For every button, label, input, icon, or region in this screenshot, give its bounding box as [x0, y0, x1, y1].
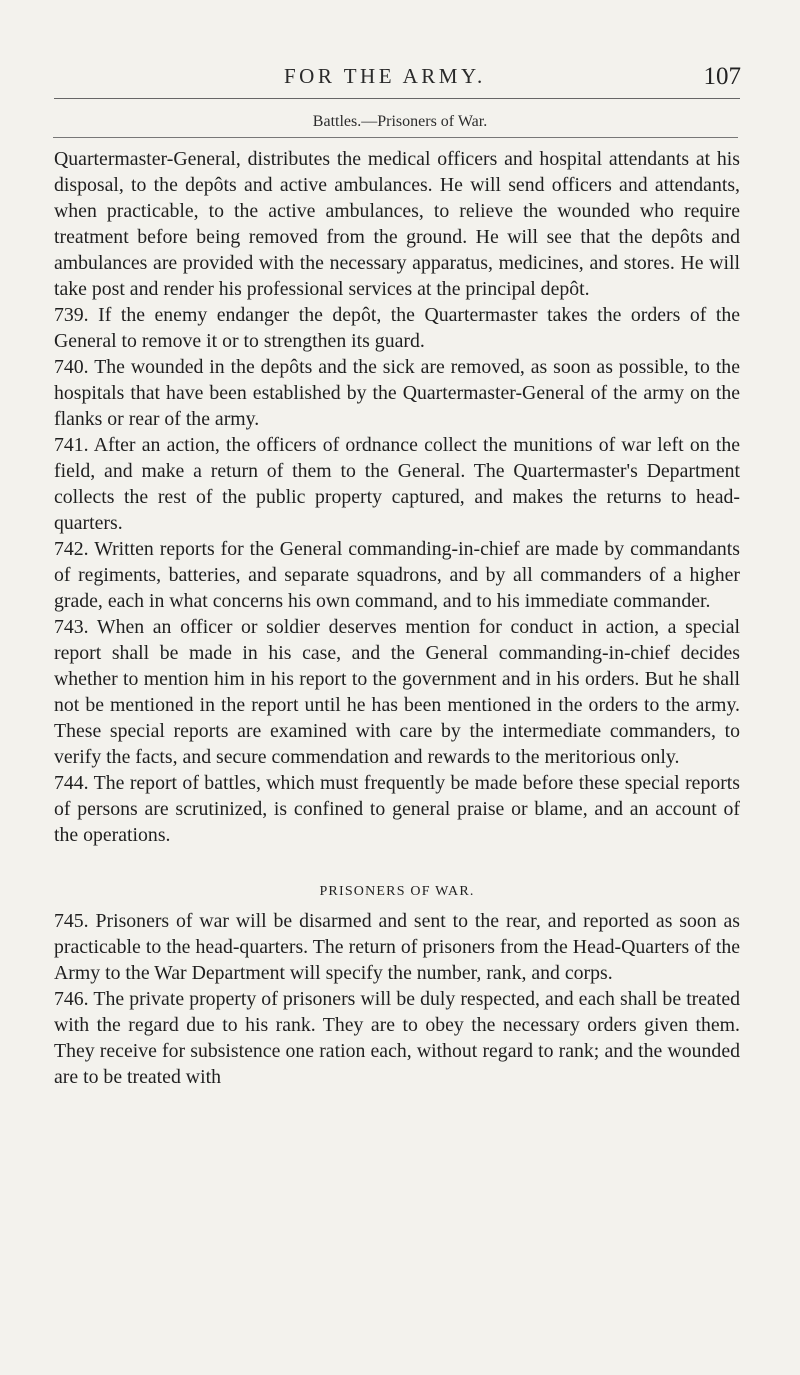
paragraph-text: Quartermaster-General, distributes the medical officers and hospital attendants at his disposal, to the depôts and active ambulances. He will send officers and attendants, when practicable, to the active ambulances, to relieve the wounded who require treatment before being removed from the ground. He will see that the depôts and ambulances are provided with the necessary apparatus, medicines, and stores. He will take post and render his professional services at the principal depôt. — [54, 148, 740, 300]
running-head — [0, 62, 800, 96]
paragraph-number: 746. — [54, 988, 89, 1010]
paragraph-740 — [54, 354, 740, 432]
paragraph-text: If the enemy endanger the depôt, the Quartermaster takes the orders of the General to remove it or to strengthen its guard. — [54, 304, 740, 352]
paragraph-number: 739. — [54, 304, 89, 326]
paragraph-741 — [54, 432, 740, 536]
section-subheading: Battles.—Prisoners of War. — [312, 113, 488, 130]
paragraph-continued — [54, 146, 740, 302]
paragraph-text: The report of battles, which must frequently be made before these special reports of persons are scrutinized, is confined to general praise or blame, and an account of the operations. — [54, 772, 741, 846]
page-number: 107 — [703, 63, 741, 90]
paragraph-number: 740. — [54, 356, 89, 378]
subheading-rule — [53, 137, 738, 138]
paragraph-text: Prisoners of war will be disarmed and sent to the rear, and reported as soon as practicable to the head-quarters. The return of prisoners from the Head-Quarters of the Army to the War Department will specify the number, rank, and corps. — [54, 910, 740, 984]
paragraph-text: The private property of prisoners will be duly respected, and each shall be treated with the regard due to his rank. They are to obey the necessary orders given them. They receive for subsistence one ration each, without regard to rank; and the wounded are to be treated with — [54, 988, 741, 1088]
paragraph-743 — [54, 614, 740, 770]
paragraph-number: 742. — [54, 538, 89, 560]
paragraph-text: When an officer or soldier deserves mention for conduct in action, a special report shall be made in his case, and the General commanding-in-chief decides whether to mention him in his report to the government and in his orders. But he shall not be mentioned in the report until he has been mentioned in the orders to the army. These special reports are examined with care by the intermediate commanders, to verify the facts, and secure commendation and rewards to the meritorious only. — [54, 616, 740, 768]
paragraph-text: After an action, the officers of ordnance collect the munitions of war left on the field, and make a return of them to the General. The Quartermaster's Department collects the rest of the public property captured, and makes the returns to head-quarters. — [54, 434, 740, 534]
running-title: FOR THE ARMY. — [284, 64, 486, 88]
paragraph-number: 745. — [54, 910, 89, 932]
paragraph-745 — [54, 908, 740, 986]
paragraph-text: The wounded in the depôts and the sick are removed, as soon as possible, to the hospitals that have been established by the Quartermaster-General of the army on the flanks or rear of the army. — [54, 356, 740, 430]
body-text — [54, 146, 740, 1090]
paragraph-text: Written reports for the General commanding-in-chief are made by commandants of regiments, batteries, and separate squadrons, and by all commanders of a higher grade, each in what concerns his own command, and to his immediate commander. — [54, 538, 740, 612]
paragraph-number: 744. — [54, 772, 89, 794]
section-heading: PRISONERS OF WAR. — [319, 884, 475, 899]
paragraph-742 — [54, 536, 740, 614]
paragraph-746 — [54, 986, 740, 1090]
paragraph-744 — [54, 770, 740, 848]
header-rule — [54, 98, 740, 99]
paragraph-739 — [54, 302, 740, 354]
paragraph-number: 741. — [54, 434, 89, 456]
paragraph-number: 743. — [54, 616, 89, 638]
